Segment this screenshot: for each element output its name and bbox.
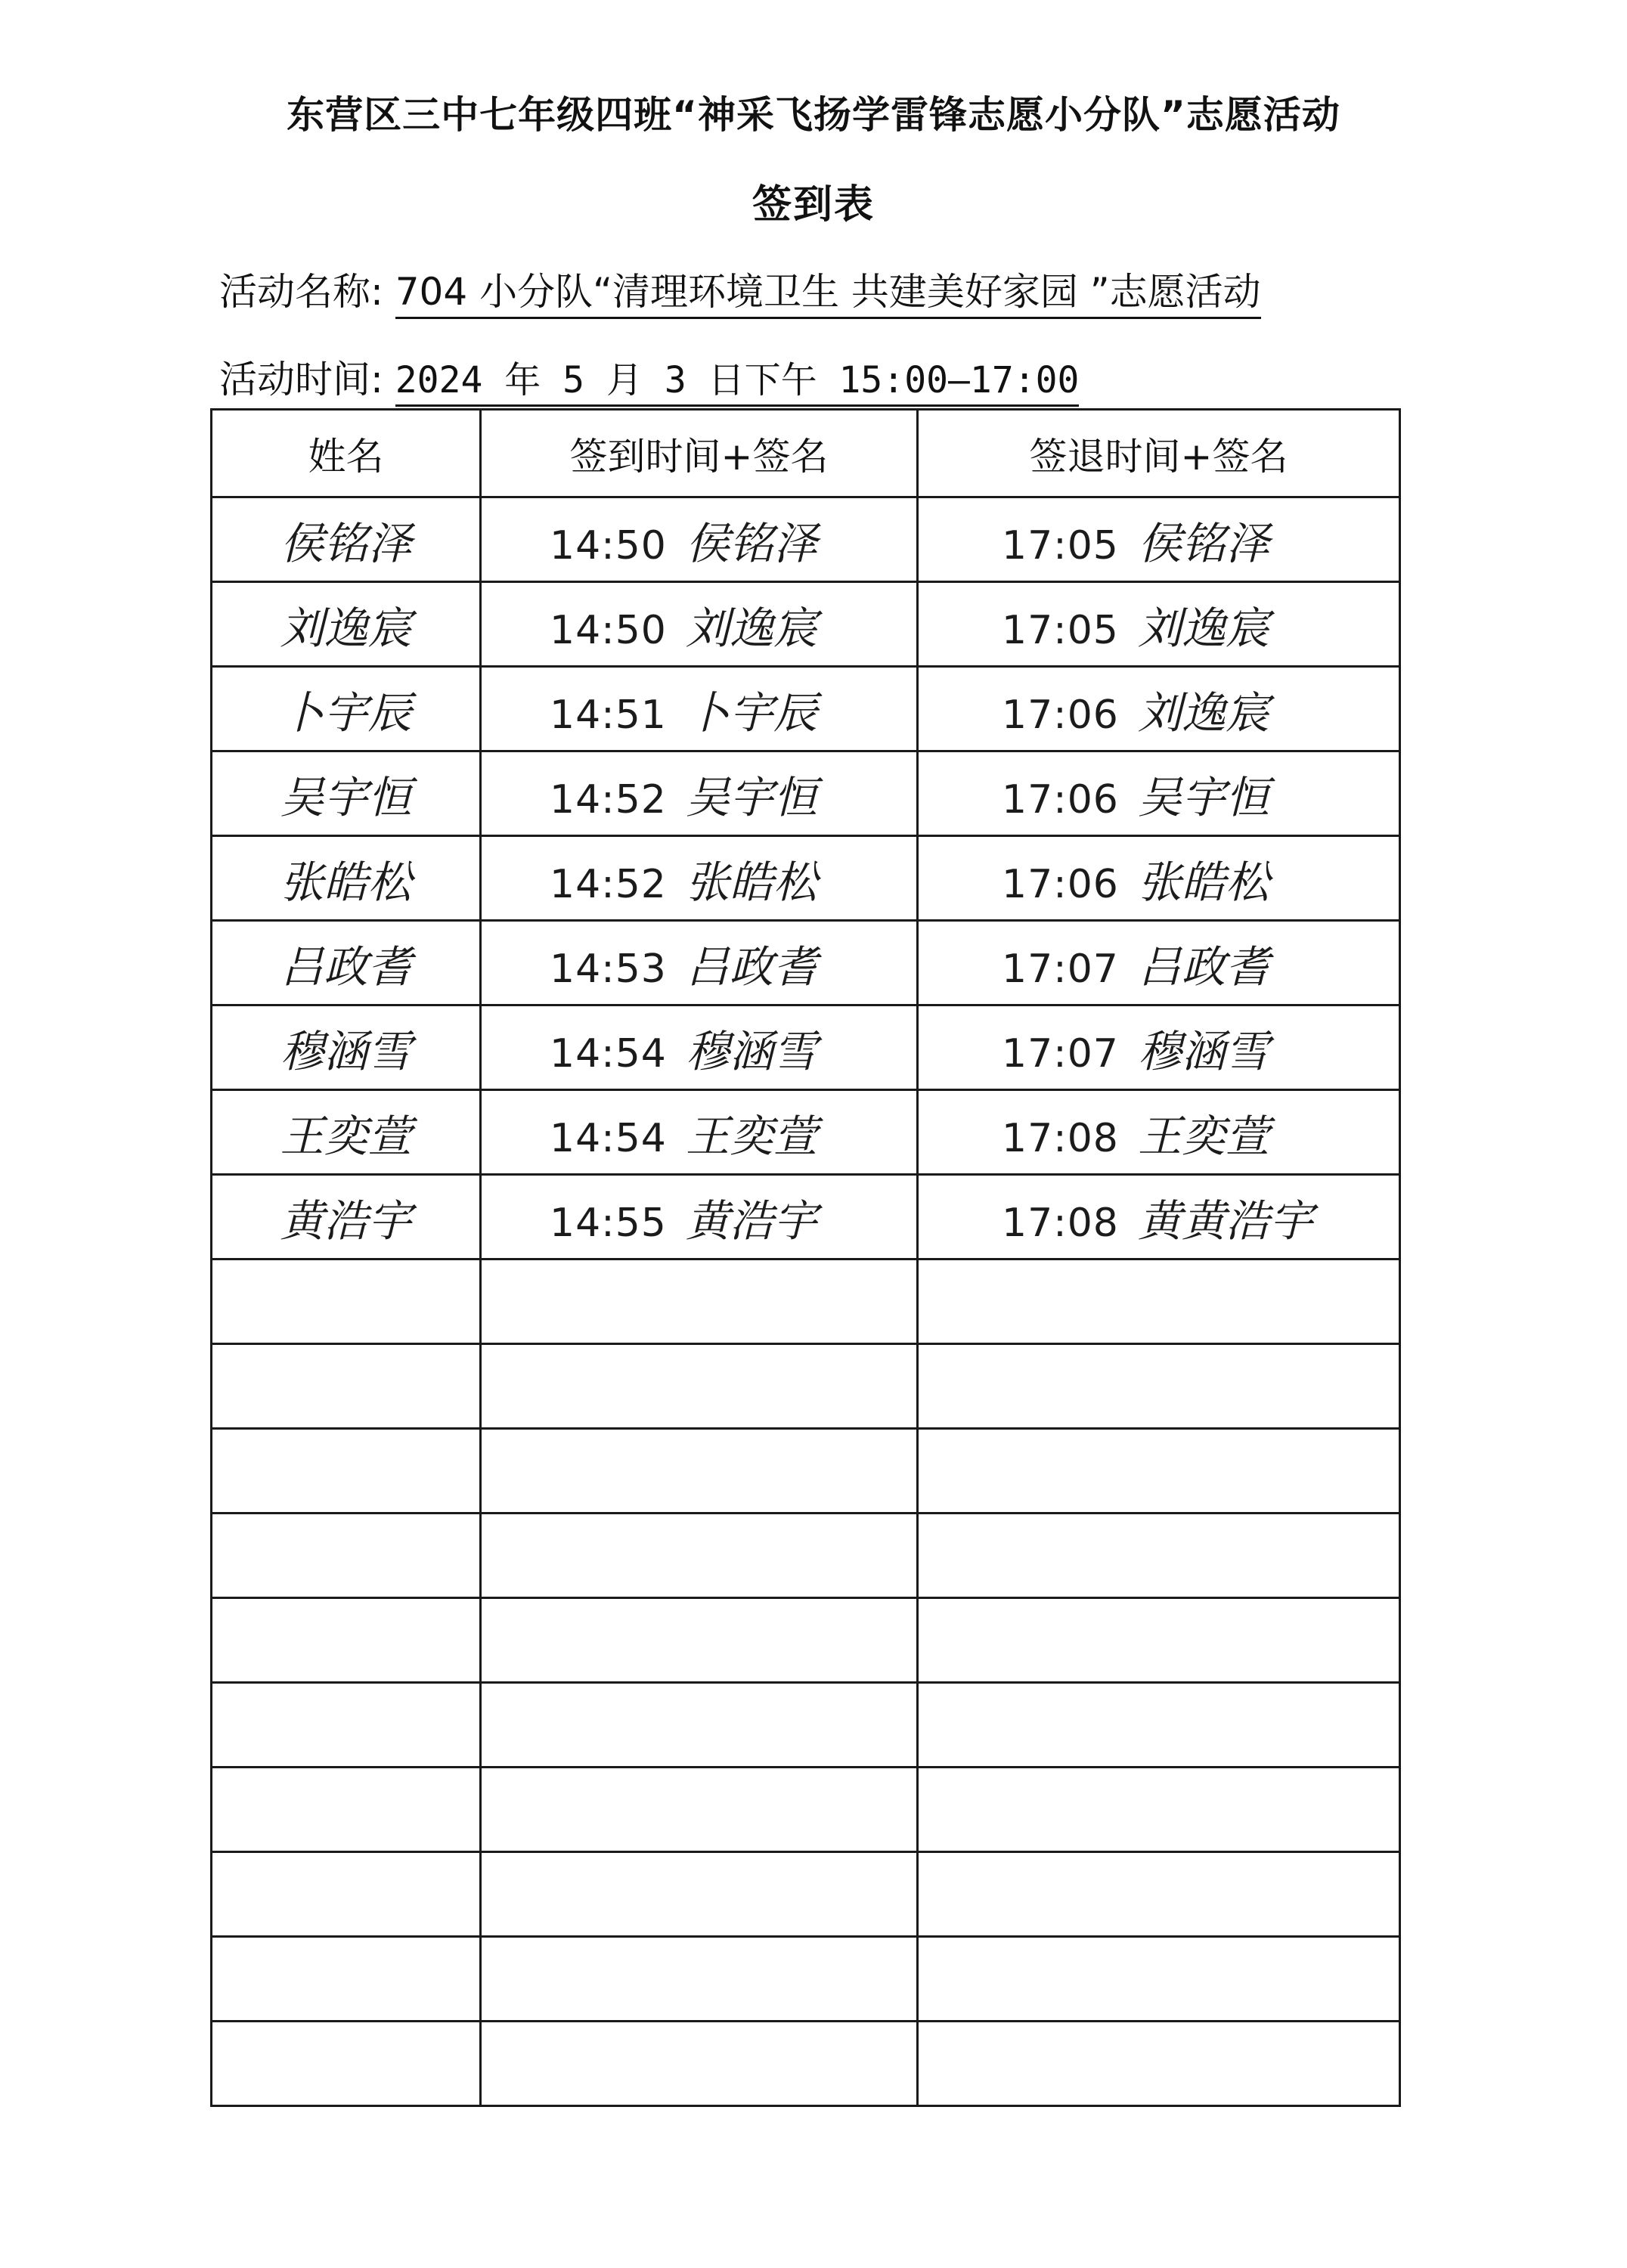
signin-time: 14:50 xyxy=(550,607,667,653)
signin-signature: 吕政耆 xyxy=(686,940,818,993)
cell-signout xyxy=(918,1768,1400,1852)
cell-signin xyxy=(481,1768,918,1852)
signout-signature: 刘逸宸 xyxy=(1138,602,1270,654)
handwritten-name: 张皓松 xyxy=(280,856,412,908)
header-signin: 签到时间+签名 xyxy=(481,410,918,497)
handwritten-name: 王奕萱 xyxy=(280,1110,412,1162)
table-row xyxy=(212,836,1400,921)
cell-name xyxy=(212,582,481,667)
cell-signout xyxy=(918,582,1400,667)
cell-signout xyxy=(918,1598,1400,1683)
cell-signout xyxy=(918,1005,1400,1090)
activity-name-line xyxy=(219,262,1261,316)
cell-signout xyxy=(918,2022,1400,2106)
signout-entry xyxy=(1002,941,1269,993)
signin-signature: 黄浩宇 xyxy=(686,1194,818,1247)
signin-entry xyxy=(550,1195,817,1247)
signin-table xyxy=(210,408,1401,2107)
signout-time: 17:07 xyxy=(1002,946,1119,992)
cell-name xyxy=(212,1514,481,1598)
signin-time: 14:53 xyxy=(550,946,667,992)
signin-time: 14:55 xyxy=(550,1200,667,1246)
cell-signin xyxy=(481,1175,918,1259)
signout-time: 17:06 xyxy=(1002,692,1119,738)
signin-entry xyxy=(550,1026,817,1077)
activity-time-line xyxy=(219,349,1079,404)
signin-time: 14:54 xyxy=(550,1115,667,1161)
signout-time: 17:06 xyxy=(1002,861,1119,907)
cell-signout xyxy=(918,1937,1400,2022)
signout-time: 17:05 xyxy=(1002,522,1119,569)
signout-entry xyxy=(1002,857,1269,908)
signin-signature: 王奕萱 xyxy=(686,1110,818,1162)
table-row xyxy=(212,751,1400,836)
signin-signature: 刘逸宸 xyxy=(686,602,818,654)
signin-signature: 吴宇恒 xyxy=(686,771,818,823)
activity-name-value: 704 小分队“清理环境卫生 共建美好家园 ”志愿活动 xyxy=(395,270,1261,319)
signout-entry xyxy=(1002,772,1269,823)
page-title: 东营区三中七年级四班“神采飞扬学雷锋志愿小分队”志愿活动 xyxy=(287,93,1340,137)
cell-signin xyxy=(481,836,918,921)
signin-time: 14:54 xyxy=(550,1030,667,1077)
activity-name-label: 活动名称: xyxy=(219,270,395,314)
signout-signature: 刘逸宸 xyxy=(1138,686,1270,739)
signout-signature: 王奕萱 xyxy=(1138,1110,1270,1162)
activity-time-value: 2024 年 5 月 3 日下午 15:00—17:00 xyxy=(395,359,1080,407)
cell-signin xyxy=(481,1344,918,1429)
signout-time: 17:06 xyxy=(1002,776,1119,823)
signin-time: 14:50 xyxy=(550,522,667,569)
cell-name xyxy=(212,1259,481,1344)
signin-entry xyxy=(550,857,817,908)
signin-time: 14:52 xyxy=(550,776,667,823)
signin-signature: 张皓松 xyxy=(686,856,818,908)
cell-name xyxy=(212,751,481,836)
table-body xyxy=(212,497,1400,2106)
empty-table-row xyxy=(212,1429,1400,1514)
cell-name xyxy=(212,1090,481,1175)
signout-entry xyxy=(1002,1111,1269,1162)
signin-signature: 穆涵雪 xyxy=(686,1025,818,1077)
handwritten-name: 吕政耆 xyxy=(280,940,412,993)
cell-name xyxy=(212,1429,481,1514)
cell-signin xyxy=(481,751,918,836)
handwritten-name: 黄浩宇 xyxy=(280,1194,412,1247)
signin-signature: 侯铭泽 xyxy=(686,517,818,569)
signout-signature: 侯铭泽 xyxy=(1138,517,1270,569)
empty-table-row xyxy=(212,1683,1400,1768)
empty-table-row xyxy=(212,1852,1400,1937)
handwritten-name: 刘逸宸 xyxy=(280,602,412,654)
signout-entry xyxy=(1002,603,1269,654)
signout-signature: 吴宇恒 xyxy=(1138,771,1270,823)
signout-time: 17:08 xyxy=(1002,1115,1119,1161)
cell-name xyxy=(212,1344,481,1429)
handwritten-name: 侯铭泽 xyxy=(280,517,412,569)
cell-signout xyxy=(918,1259,1400,1344)
empty-table-row xyxy=(212,1344,1400,1429)
empty-table-row xyxy=(212,1937,1400,2022)
cell-signout xyxy=(918,1429,1400,1514)
cell-name xyxy=(212,1852,481,1937)
table-header-row xyxy=(212,410,1400,497)
cell-name xyxy=(212,1937,481,2022)
cell-signout xyxy=(918,836,1400,921)
cell-signout xyxy=(918,1683,1400,1768)
cell-signin xyxy=(481,1429,918,1514)
page-subtitle: 签到表 xyxy=(752,182,875,228)
empty-table-row xyxy=(212,1514,1400,1598)
signout-signature: 张皓松 xyxy=(1138,856,1270,908)
empty-table-row xyxy=(212,2022,1400,2106)
signout-signature: 黄黄浩宇 xyxy=(1138,1194,1314,1247)
signin-time: 14:52 xyxy=(550,861,667,907)
table-row xyxy=(212,497,1400,582)
signin-entry xyxy=(550,687,817,739)
table-row xyxy=(212,1005,1400,1090)
cell-signin xyxy=(481,921,918,1005)
cell-name xyxy=(212,2022,481,2106)
signout-entry xyxy=(1002,518,1269,569)
handwritten-name: 卜宇辰 xyxy=(280,686,412,739)
signin-time: 14:51 xyxy=(550,692,667,738)
cell-signin xyxy=(481,1598,918,1683)
cell-signin xyxy=(481,1090,918,1175)
cell-signin xyxy=(481,667,918,751)
cell-signin xyxy=(481,1259,918,1344)
header-signout: 签退时间+签名 xyxy=(918,410,1400,497)
signin-entry xyxy=(550,772,817,823)
signin-signature: 卜宇辰 xyxy=(686,686,818,739)
table-row xyxy=(212,667,1400,751)
table-row xyxy=(212,921,1400,1005)
cell-signin xyxy=(481,2022,918,2106)
cell-signin xyxy=(481,1005,918,1090)
cell-signin xyxy=(481,1514,918,1598)
handwritten-name: 穆涵雪 xyxy=(280,1025,412,1077)
cell-signout xyxy=(918,1090,1400,1175)
signin-entry xyxy=(550,941,817,993)
table-row xyxy=(212,582,1400,667)
cell-name xyxy=(212,836,481,921)
cell-signin xyxy=(481,1683,918,1768)
cell-signout xyxy=(918,751,1400,836)
cell-name xyxy=(212,1005,481,1090)
cell-signout xyxy=(918,921,1400,1005)
empty-table-row xyxy=(212,1598,1400,1683)
cell-name xyxy=(212,1598,481,1683)
cell-signout xyxy=(918,1175,1400,1259)
table-row xyxy=(212,1175,1400,1259)
header-name: 姓名 xyxy=(212,410,481,497)
cell-signout xyxy=(918,667,1400,751)
cell-signout xyxy=(918,1344,1400,1429)
table-row xyxy=(212,1090,1400,1175)
cell-name xyxy=(212,921,481,1005)
signout-entry xyxy=(1002,1195,1313,1247)
signout-signature: 吕政耆 xyxy=(1138,940,1270,993)
signout-time: 17:05 xyxy=(1002,607,1119,653)
signout-signature: 穆涵雪 xyxy=(1138,1025,1270,1077)
cell-signout xyxy=(918,1852,1400,1937)
signout-time: 17:08 xyxy=(1002,1200,1119,1246)
cell-signout xyxy=(918,1514,1400,1598)
signout-entry xyxy=(1002,687,1269,739)
handwritten-name: 吴宇恒 xyxy=(280,771,412,823)
signin-entry xyxy=(550,603,817,654)
cell-signin xyxy=(481,497,918,582)
empty-table-row xyxy=(212,1768,1400,1852)
cell-name xyxy=(212,1768,481,1852)
cell-name xyxy=(212,667,481,751)
signin-entry xyxy=(550,1111,817,1162)
cell-signin xyxy=(481,1852,918,1937)
cell-name xyxy=(212,1683,481,1768)
cell-signin xyxy=(481,1937,918,2022)
empty-table-row xyxy=(212,1259,1400,1344)
cell-signout xyxy=(918,497,1400,582)
signin-entry xyxy=(550,518,817,569)
cell-signin xyxy=(481,582,918,667)
cell-name xyxy=(212,1175,481,1259)
cell-name xyxy=(212,497,481,582)
signout-entry xyxy=(1002,1026,1269,1077)
activity-time-label: 活动时间: xyxy=(219,358,395,401)
signout-time: 17:07 xyxy=(1002,1030,1119,1077)
